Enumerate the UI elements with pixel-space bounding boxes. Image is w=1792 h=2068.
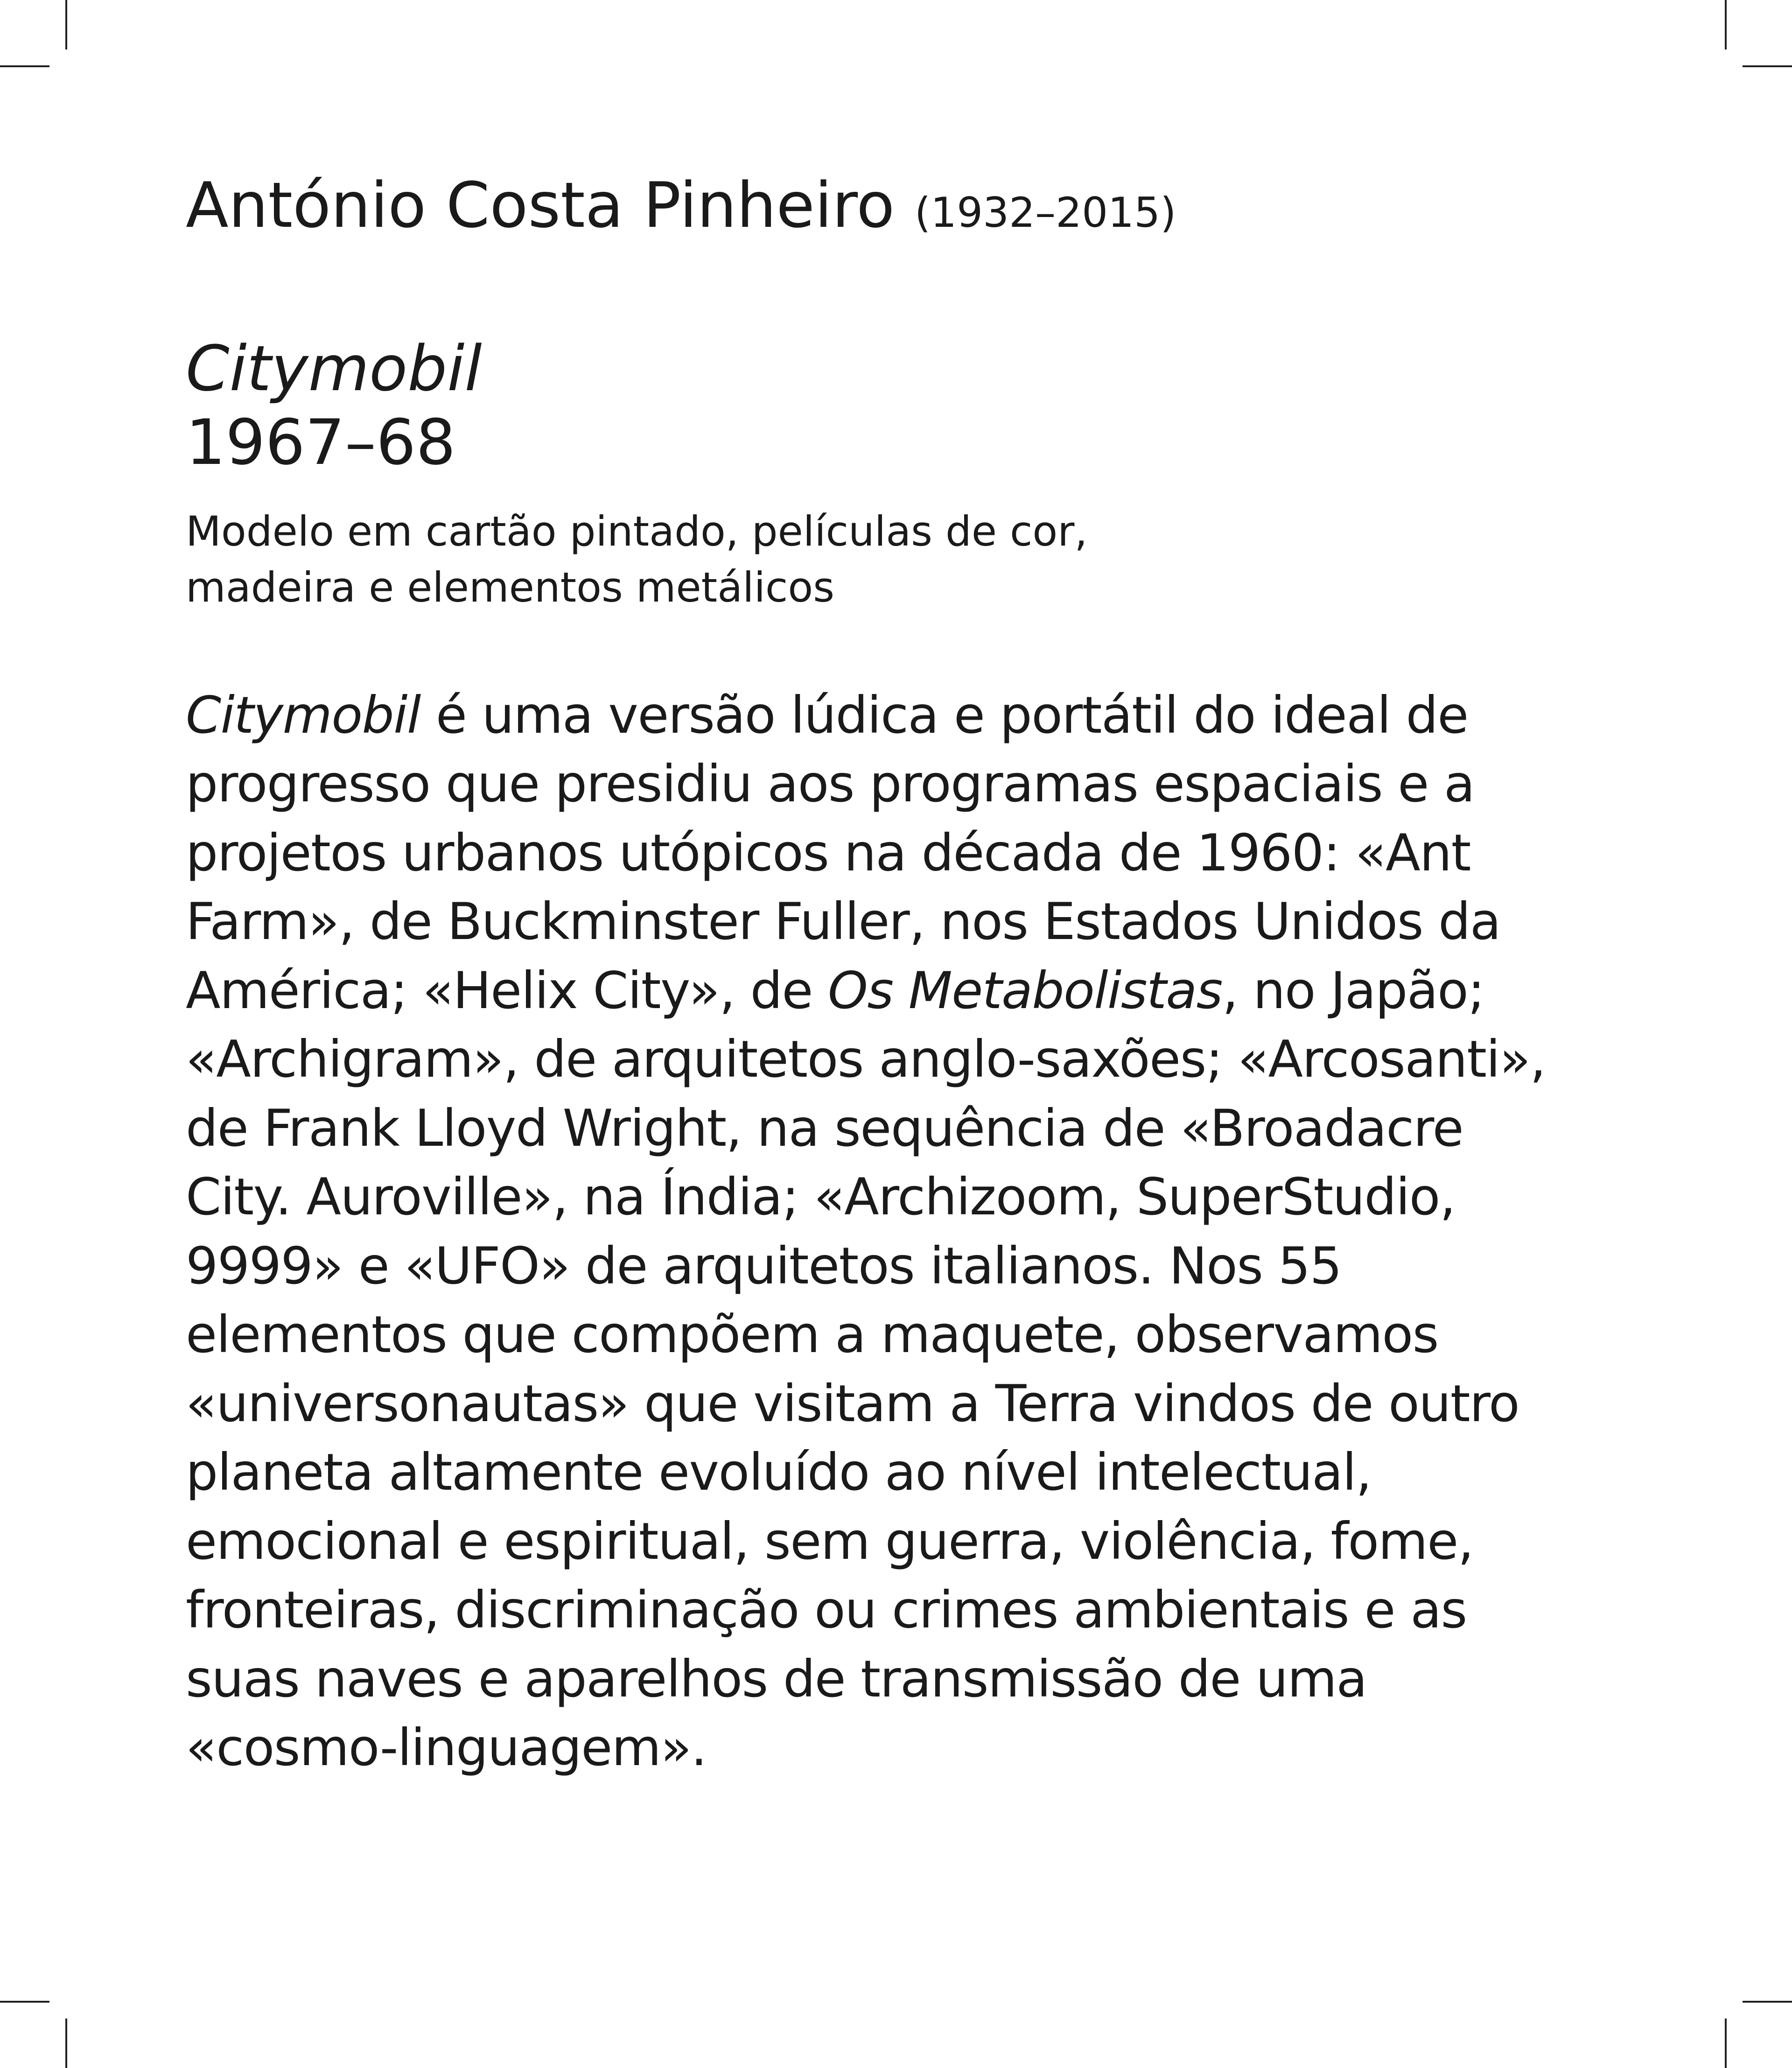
artist-dates: (1932–2015) — [914, 189, 1176, 237]
description-line — [186, 956, 1632, 1025]
description-line: «cosmo-linguagem». — [186, 1718, 707, 1778]
description-line — [186, 681, 1632, 750]
crop-mark-bottom-right-horizontal — [1743, 2001, 1792, 2003]
description-emphasis: Citymobil — [186, 685, 420, 745]
description-line: suas naves e aparelhos de transmissão de uma — [186, 1649, 1367, 1709]
description-emphasis: Os Metabolistas — [828, 960, 1222, 1020]
crop-mark-bottom-right-vertical — [1725, 2019, 1727, 2068]
crop-mark-top-left-vertical — [65, 0, 67, 49]
description-text: é uma versão lúdica e portátil do ideal de — [420, 685, 1468, 745]
work-title: Citymobil — [186, 332, 482, 405]
artist-name: António Costa Pinheiro — [186, 169, 895, 242]
description-line: planeta altamente evoluído ao nível intelectual, — [186, 1443, 1372, 1502]
description-text: , no Japão; — [1222, 960, 1484, 1020]
description-line: fronteiras, discriminação ou crimes ambientais e as — [186, 1580, 1467, 1640]
work-year: 1967–68 — [186, 406, 456, 479]
museum-label — [186, 168, 1632, 1782]
crop-mark-bottom-left-horizontal — [0, 2001, 49, 2003]
description-line: progresso que presidiu aos programas espaciais e a — [186, 754, 1475, 814]
work-description — [186, 681, 1632, 1782]
description-line: elementos que compõem a maquete, observamos — [186, 1305, 1438, 1365]
description-line: Farm», de Buckminster Fuller, nos Estados Unidos da — [186, 892, 1501, 952]
description-text: América; «Helix City», de — [186, 960, 828, 1020]
artist-heading — [186, 168, 1632, 243]
description-line: emocional e espiritual, sem guerra, violência, fome, — [186, 1511, 1473, 1571]
description-line: projetos urbanos utópicos na década de 1960: «Ant — [186, 823, 1470, 883]
description-line: City. Auroville», na Índia; «Archizoom, SuperStudio, — [186, 1167, 1456, 1227]
description-line: «universonautas» que visitam a Terra vindos de outro — [186, 1374, 1519, 1433]
crop-mark-top-left-horizontal — [0, 65, 49, 67]
description-line: «Archigram», de arquitetos anglo-saxões; «Arcosanti», — [186, 1030, 1546, 1089]
medium-line: madeira e elementos metálicos — [186, 563, 835, 611]
medium-line: Modelo em cartão pintado, películas de cor, — [186, 507, 1088, 555]
crop-mark-bottom-left-vertical — [65, 2019, 67, 2068]
crop-mark-top-right-vertical — [1725, 0, 1727, 49]
description-line: de Frank Lloyd Wright, na sequência de «Broadacre — [186, 1098, 1463, 1158]
crop-mark-top-right-horizontal — [1743, 65, 1792, 67]
work-title-block — [186, 332, 1632, 479]
work-medium — [186, 504, 1632, 616]
description-line: 9999» e «UFO» de arquitetos italianos. Nos 55 — [186, 1236, 1342, 1296]
